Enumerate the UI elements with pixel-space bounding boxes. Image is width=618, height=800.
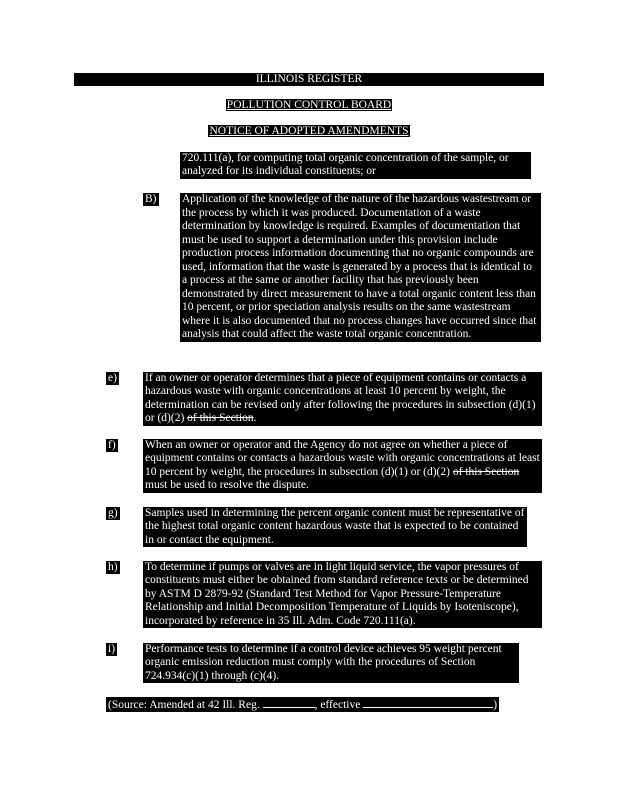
item-f-label: f) [108,439,116,451]
notice-title-text: NOTICE OF ADOPTED AMENDMENTS [209,125,409,137]
continued-paragraph: 720.111(a), for computing total organic concentration of the sample, or analyzed for its individual constituents; or [180,152,531,179]
item-f-paragraph [143,439,542,493]
item-e-paragraph [143,372,542,426]
notice-title [0,125,618,138]
source-mid: , effective [314,699,364,711]
register-title-text: ILLINOIS REGISTER [74,73,544,86]
board-name-text: POLLUTION CONTROL BOARD [226,99,392,111]
item-f-text: When an owner or operator and the Agency do not agree on whether a piece of equipment contains or contacts a hazardous waste with organic concentrations at least 10 percent by weight, the procedures in subsection (d)(1) or (d)(2) [145,439,540,478]
register-blank [263,697,315,708]
register-title [0,73,618,86]
source-open: (Source: Amended at 42 Ill. Reg. [108,699,263,711]
source-note [106,697,499,712]
item-b-label: B) [145,193,157,205]
board-name [0,99,618,112]
item-h-label: h) [108,561,118,573]
item-h-paragraph: To determine if pumps or valves are in light liquid service, the vapor pressures of constituents must either be obtained from standard reference texts or be determined by ASTM D 2879-92 (Standard Test Method for Vapor Pressure-Temperature Relationship and Initial Decomposition Temperature of Liquids by Isoteniscope), incorporated by reference in 35 Ill. Adm. Code 720.111(a). [143,561,542,628]
item-b-paragraph: Application of the knowledge of the nature of the hazardous wastestream or the process by which it was produced. Documentation of a waste determination by knowledge is required. Examples of documentation that must be used to support a determination under this provision include production process information documenting that no organic compounds are used, information that the waste is generated by a process that is identical to a process at the same or another facility that has previously been demonstrated by direct measurement to have a total organic content less than 10 percent, or prior speciation analysis results on the same wastestream where it is also documented that no process changes have occurred since that analysis that could affect the waste total organic concentration. [180,193,541,342]
effective-date-blank [363,697,493,708]
item-f-struck-text: of this Section [452,465,520,478]
source-close: ) [493,699,498,711]
item-f-end: must be used to resolve the dispute. [145,479,309,492]
item-e-end: . [253,412,257,425]
item-e-label: e) [108,372,117,384]
item-g-label: g) [108,507,118,519]
item-i-label: i) [108,643,116,655]
item-g-paragraph: Samples used in determining the percent organic content must be representative of the highest total organic content hazardous waste that is expected to be contained in or contact the equipment. [143,507,527,547]
item-e-struck-text: of this Section [187,412,254,425]
item-i-paragraph: Performance tests to determine if a control device achieves 95 weight percent organic emission reduction must comply with the procedures of Section 724.934(c)(1) through (c)(4). [143,643,519,683]
item-e-text: If an owner or operator determines that a piece of equipment contains or contacts a hazardous waste with organic concentrations at least 10 percent by weight, the determination can be revised only after following the procedures in subsection (d)(1) or (d)(2) [145,372,536,425]
